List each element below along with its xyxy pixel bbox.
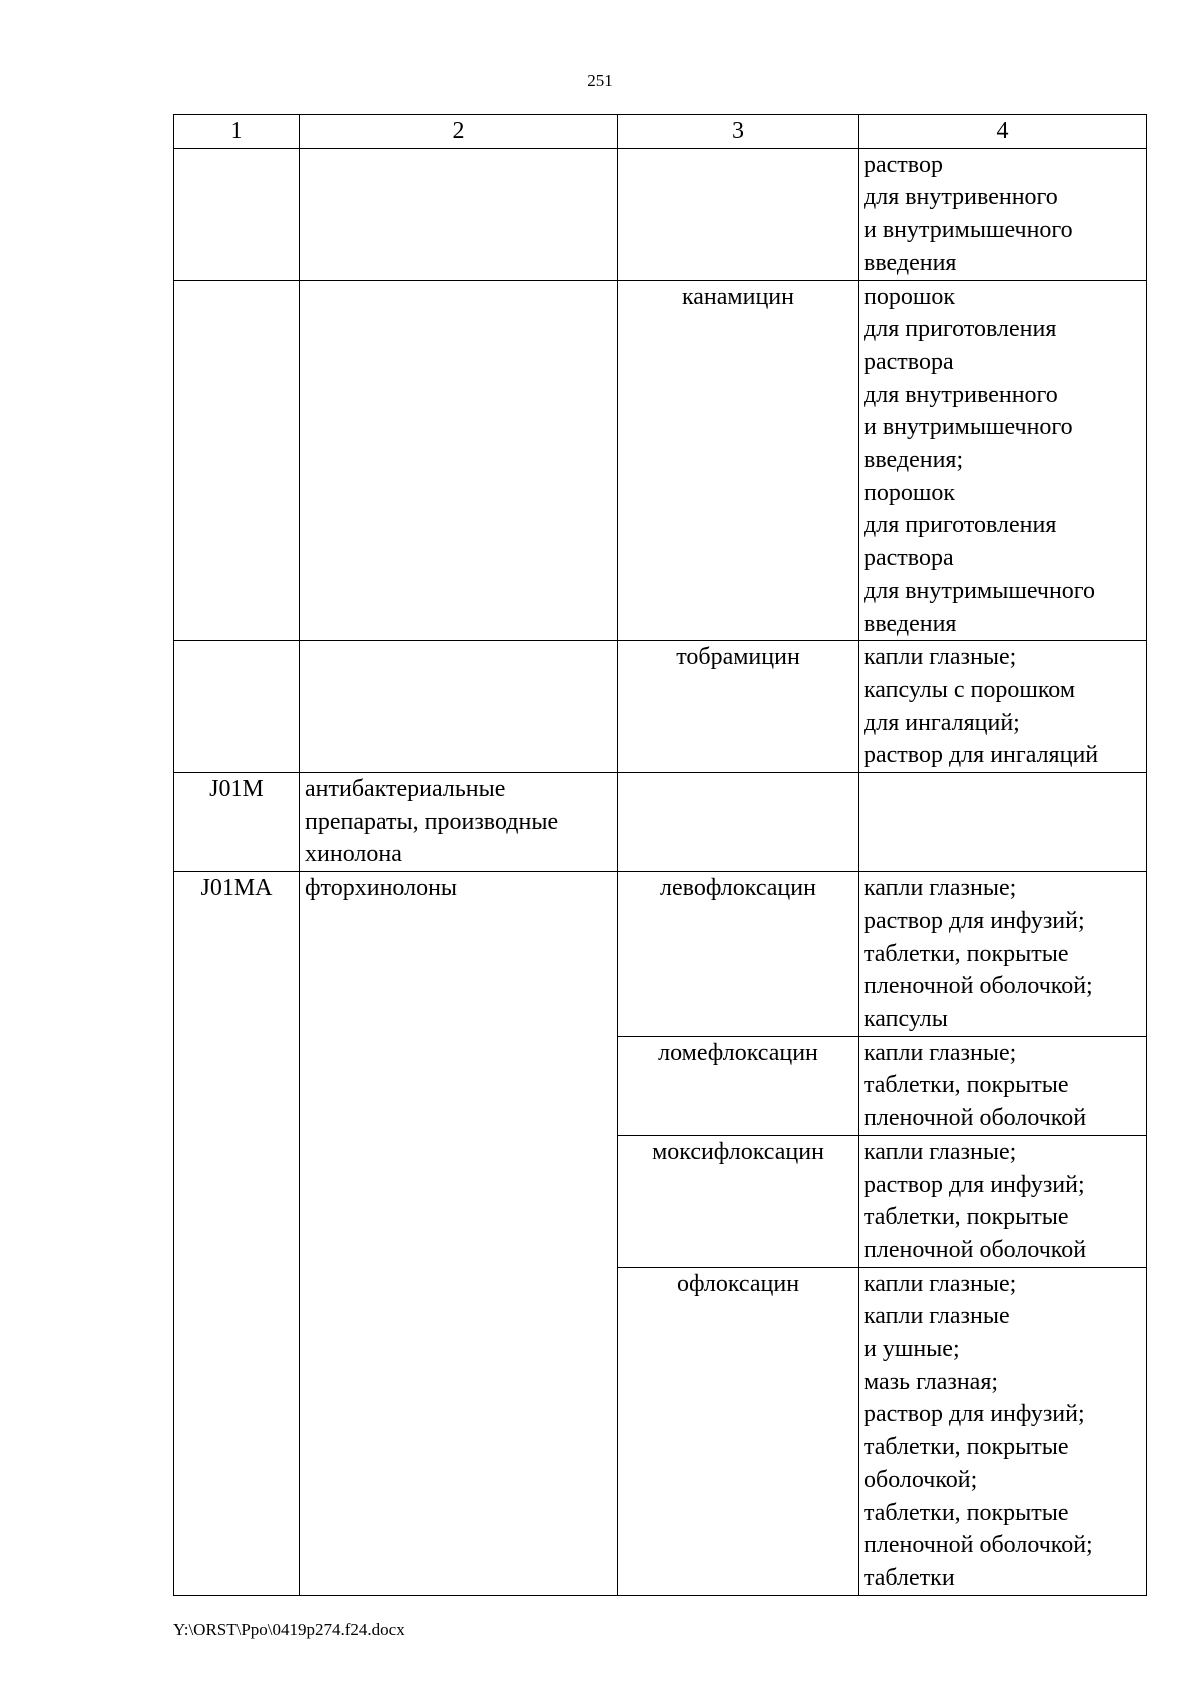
header-cell: 2 [300, 115, 618, 149]
group-cell [300, 280, 618, 641]
table-row [174, 641, 1147, 773]
table-row [174, 872, 1147, 1037]
drug-name-cell: канамицин [618, 280, 859, 641]
group-cell: фторхинолоны [300, 872, 618, 1595]
table-row [174, 280, 1147, 641]
dosage-forms-cell: раствор для внутривенного и внутримышечного введения [859, 148, 1147, 280]
group-cell [300, 148, 618, 280]
drug-name-cell: офлоксацин [618, 1267, 859, 1595]
atc-code-cell [174, 641, 300, 773]
dosage-forms-cell: порошок для приготовления раствора для внутривенного и внутримышечного введения; порошок для приготовления раствора для внутримышечного введения [859, 280, 1147, 641]
group-cell: антибактериальные препараты, производные хинолона [300, 773, 618, 872]
drug-table [173, 114, 1147, 1596]
dosage-forms-cell: капли глазные; капли глазные и ушные; мазь глазная; раствор для инфузий; таблетки, покрытые оболочкой; таблетки, покрытые пленочной оболочкой; таблетки [859, 1267, 1147, 1595]
header-cell: 4 [859, 115, 1147, 149]
dosage-forms-cell [859, 773, 1147, 872]
dosage-forms-cell: капли глазные; таблетки, покрытые пленочной оболочкой [859, 1036, 1147, 1135]
document-file-path: Y:\ORST\Ppo\0419p274.f24.docx [173, 1620, 405, 1639]
drug-name-cell: моксифлоксацин [618, 1135, 859, 1267]
table-header-row [174, 115, 1147, 149]
page-number: 251 [587, 71, 613, 90]
drug-name-cell: левофлоксацин [618, 872, 859, 1037]
header-cell: 3 [618, 115, 859, 149]
atc-code-cell: J01MA [174, 872, 300, 1595]
drug-name-cell [618, 773, 859, 872]
dosage-forms-cell: капли глазные; раствор для инфузий; таблетки, покрытые пленочной оболочкой [859, 1135, 1147, 1267]
atc-code-cell [174, 280, 300, 641]
dosage-forms-cell: капли глазные; раствор для инфузий; таблетки, покрытые пленочной оболочкой; капсулы [859, 872, 1147, 1037]
atc-code-cell: J01M [174, 773, 300, 872]
group-cell [300, 641, 618, 773]
table-row [174, 773, 1147, 872]
drug-name-cell [618, 148, 859, 280]
table-row [174, 148, 1147, 280]
header-cell: 1 [174, 115, 300, 149]
atc-code-cell [174, 148, 300, 280]
dosage-forms-cell: капли глазные; капсулы с порошком для ингаляций; раствор для ингаляций [859, 641, 1147, 773]
drug-name-cell: тобрамицин [618, 641, 859, 773]
drug-name-cell: ломефлоксацин [618, 1036, 859, 1135]
